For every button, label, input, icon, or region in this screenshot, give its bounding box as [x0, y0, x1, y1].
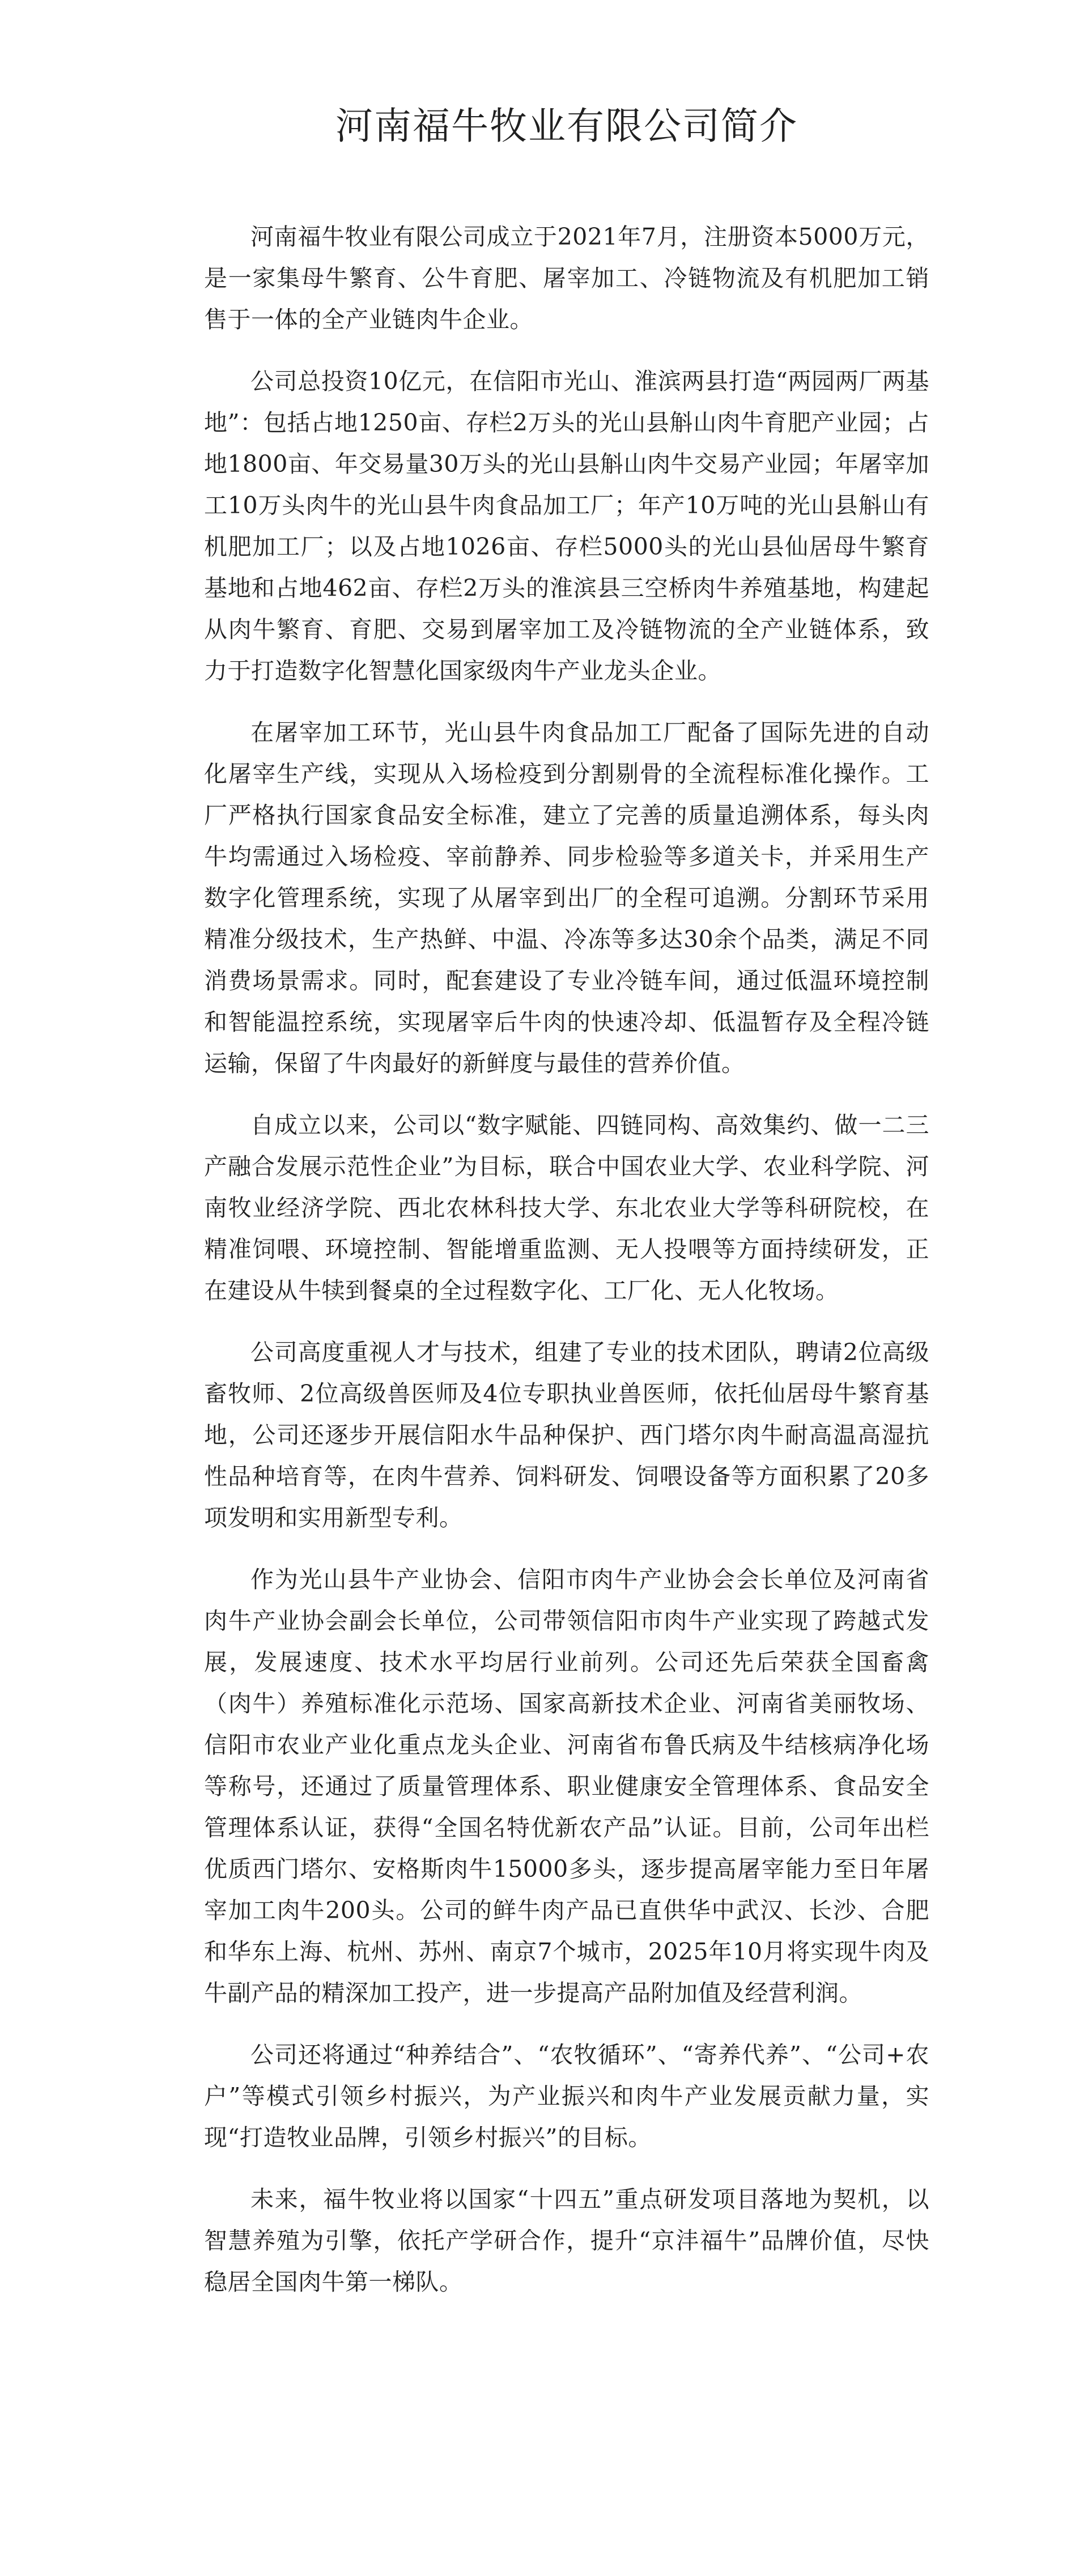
- paragraph-talent-technology: 公司高度重视人才与技术，组建了专业的技术团队，聘请2位高级畜牧师、2位高级兽医师及4位专职执业兽医师，依托仙居母牛繁育基地，公司还逐步开展信阳水牛品种保护、西门塔尔肉牛耐高温高湿抗性品种培育等，在肉牛营养、饲料研发、饲喂设备等方面积累了20多项发明和实用新型专利。: [204, 1339, 929, 1531]
- document-title: 河南福牛牧业有限公司简介: [335, 104, 798, 148]
- paragraph-future: 未来，福牛牧业将以国家“十四五”重点研发项目落地为契机，以智慧养殖为引擎，依托产学研合作，提升“京沣福牛”品牌价值，尽快稳居全国肉牛第一梯队。: [204, 2186, 929, 2296]
- paragraph-founding: 河南福牛牧业有限公司成立于2021年7月，注册资本5000万元，是一家集母牛繁育、公牛育肥、屠宰加工、冷链物流及有机肥加工销售于一体的全产业链肉牛企业。: [204, 223, 929, 333]
- paragraph-rural-revitalization: 公司还将通过“种养结合”、“农牧循环”、“寄养代养”、“公司+农户”等模式引领乡村振兴，为产业振兴和肉牛产业发展贡献力量，实现“打造牧业品牌，引领乡村振兴”的目标。: [204, 2041, 929, 2151]
- paragraph-goals-research: 自成立以来，公司以“数字赋能、四链同构、高效集约、做一二三产融合发展示范性企业”为目标，联合中国农业大学、农业科学院、河南牧业经济学院、西北农林科技大学、东北农业大学等科研院校，在精准饲喂、环境控制、智能增重监测、无人投喂等方面持续研发，正在建设从牛犊到餐桌的全过程数字化、工厂化、无人化牧场。: [204, 1112, 929, 1304]
- document-body: [204, 216, 929, 2303]
- document-page: [204, 0, 929, 2576]
- paragraph-industry-role-honors: 作为光山县牛产业协会、信阳市肉牛产业协会会长单位及河南省肉牛产业协会副会长单位，公司带领信阳市肉牛产业实现了跨越式发展，发展速度、技术水平均居行业前列。公司还先后荣获全国畜禽（肉牛）养殖标准化示范场、国家高新技术企业、河南省美丽牧场、信阳市农业产业化重点龙头企业、河南省布鲁氏病及牛结核病净化场等称号，还通过了质量管理体系、职业健康安全管理体系、食品安全管理体系认证，获得“全国名特优新农产品”认证。目前，公司年出栏优质西门塔尔、安格斯肉牛15000多头，逐步提高屠宰能力至日年屠宰加工肉牛200头。公司的鲜牛肉产品已直供华中武汉、长沙、合肥和华东上海、杭州、苏州、南京7个城市，2025年10月将实现牛肉及牛副产品的精深加工投产，进一步提高产品附加值及经营利润。: [204, 1566, 929, 2007]
- paragraph-investment: 公司总投资10亿元，在信阳市光山、淮滨两县打造“两园两厂两基地”：包括占地1250亩、存栏2万头的光山县斛山肉牛育肥产业园；占地1800亩、年交易量30万头的光山县斛山肉牛交易产业园；年屠宰加工10万头肉牛的光山县牛肉食品加工厂；年产10万吨的光山县斛山有机肥加工厂；以及占地1026亩、存栏5000头的光山县仙居母牛繁育基地和占地462亩、存栏2万头的淮滨县三空桥肉牛养殖基地，构建起从肉牛繁育、育肥、交易到屠宰加工及冷链物流的全产业链体系，致力于打造数字化智慧化国家级肉牛产业龙头企业。: [204, 368, 930, 684]
- paragraph-slaughter-processing: 在屠宰加工环节，光山县牛肉食品加工厂配备了国际先进的自动化屠宰生产线，实现从入场检疫到分割剔骨的全流程标准化操作。工厂严格执行国家食品安全标准，建立了完善的质量追溯体系，每头肉牛均需通过入场检疫、宰前静养、同步检验等多道关卡，并采用生产数字化管理系统，实现了从屠宰到出厂的全程可追溯。分割环节采用精准分级技术，生产热鲜、中温、冷冻等多达30余个品类，满足不同消费场景需求。同时，配套建设了专业冷链车间，通过低温环境控制和智能温控系统，实现屠宰后牛肉的快速冷却、低温暂存及全程冷链运输，保留了牛肉最好的新鲜度与最佳的营养价值。: [204, 719, 929, 1077]
